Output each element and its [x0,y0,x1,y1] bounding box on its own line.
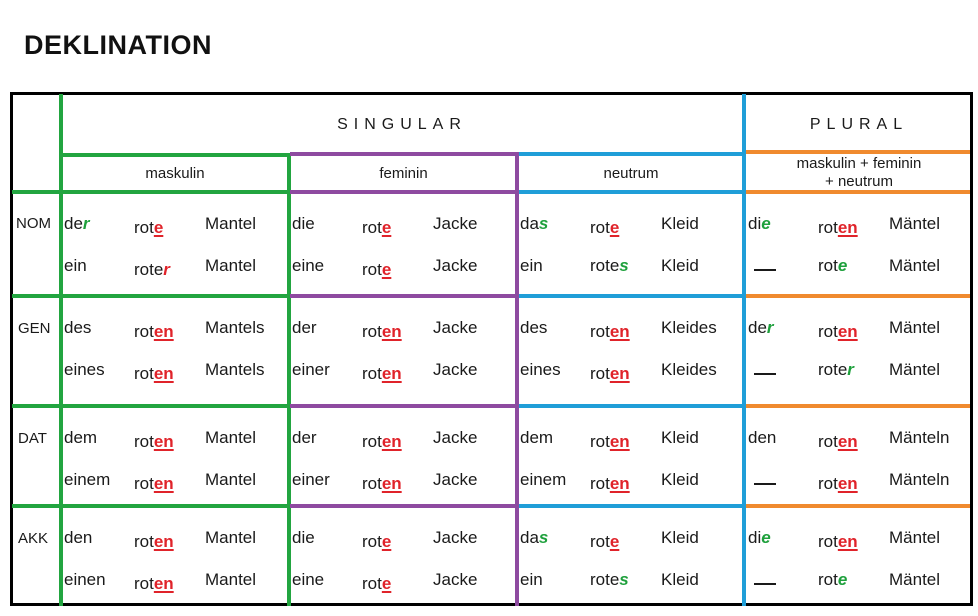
word-ending: en [381,364,402,383]
word-stem: einer [292,360,330,379]
word-ending: en [837,532,858,551]
case-label-gen: GEN [18,320,51,337]
grid-line [290,152,518,156]
word-ending: en [153,322,174,341]
word-cell [590,570,629,590]
word-cell [520,428,553,448]
grid-line [519,294,745,298]
word-stem: rot [134,474,154,493]
word-ending: r [847,360,854,379]
word-ending: en [153,364,174,383]
word-stem: rot [362,532,382,551]
word-ending: en [609,474,630,493]
word-stem: den [64,528,93,547]
empty-article-dash [754,373,776,375]
word-ending: en [837,218,858,237]
grid-line [519,152,745,156]
word-cell [590,218,619,238]
word-cell [64,360,105,380]
word-ending: s [538,528,549,547]
word-ending: e [761,528,771,547]
word-cell [292,214,315,234]
word-stem: einen [64,570,106,589]
word-stem: des [64,318,92,337]
empty-article-dash [754,269,776,271]
word-cell [292,256,324,276]
word-cell [661,256,699,276]
word-stem: rot [134,432,154,451]
word-stem: Kleides [661,318,717,337]
word-cell [64,528,92,548]
word-cell [590,256,629,276]
grid-line [519,190,745,194]
word-cell [661,428,699,448]
word-stem: rot [818,474,838,493]
word-ending: en [837,432,858,451]
word-ending: en [381,474,402,493]
word-stem: Mäntel [889,318,941,337]
word-cell [590,432,630,452]
word-stem: Jacke [433,470,478,489]
word-cell [748,214,771,234]
word-cell [520,360,561,380]
word-cell [362,322,402,342]
word-stem: rot [134,218,154,237]
word-ending: s [619,256,629,275]
word-stem: Mantel [205,570,257,589]
word-cell [590,474,630,494]
word-cell [818,432,858,452]
word-ending: r [82,214,90,233]
word-stem: Mänteln [889,428,950,447]
word-stem: rot [590,532,610,551]
word-cell [134,574,174,594]
word-cell [64,214,90,234]
word-stem: Mantels [205,360,265,379]
grid-line [290,404,518,408]
word-stem: rote [590,256,620,275]
word-cell [292,528,315,548]
word-stem: rote [590,570,620,589]
empty-article-dash [754,483,776,485]
word-stem: Jacke [433,214,478,233]
word-stem: Mänteln [889,470,950,489]
grid-line [287,153,291,606]
word-cell [362,260,391,280]
word-stem: Mäntel [889,256,941,275]
word-cell [134,432,174,452]
grid-line [519,404,745,408]
word-stem: Kleid [661,428,699,447]
word-cell [64,256,87,276]
word-ending: s [538,214,549,233]
word-stem: ein [64,256,87,275]
word-ending: e [381,260,392,279]
word-cell [134,260,170,280]
word-ending: e [153,218,164,237]
word-stem: rot [818,432,838,451]
word-ending: en [609,322,630,341]
word-ending: e [609,218,620,237]
word-stem: rot [590,474,610,493]
word-stem: rot [362,218,382,237]
word-cell [134,364,174,384]
word-stem: Jacke [433,256,478,275]
empty-article-dash [754,583,776,585]
case-label-dat: DAT [18,430,47,447]
word-cell [889,318,940,338]
word-stem: Mantel [205,214,257,233]
word-cell [818,474,858,494]
word-stem: rot [134,532,154,551]
word-stem: Mantel [205,470,257,489]
word-ending: e [761,214,771,233]
word-cell [292,360,330,380]
grid-line [746,294,970,298]
word-stem: rot [134,574,154,593]
word-cell [889,360,940,380]
word-stem: Mantel [205,256,257,275]
word-ending: en [381,432,402,451]
word-stem: de [64,214,83,233]
word-stem: de [748,318,767,337]
grid-line [12,294,290,298]
word-stem: rot [590,432,610,451]
word-cell [748,428,776,448]
word-cell [661,214,699,234]
word-stem: einem [520,470,567,489]
word-stem: ein [520,570,543,589]
word-cell [661,528,699,548]
word-stem: Mantels [205,318,265,337]
word-cell [433,570,477,590]
word-cell [520,470,566,490]
word-cell [590,364,630,384]
word-stem: Mäntel [889,570,941,589]
word-cell [661,318,717,338]
word-stem: die [292,528,315,547]
word-stem: Mantel [205,428,257,447]
word-cell [205,318,265,338]
word-cell [362,474,402,494]
word-ending: e [837,256,848,275]
word-ending: en [609,432,630,451]
word-cell [889,570,940,590]
word-cell [818,322,858,342]
grid-line [290,504,518,508]
word-stem: rot [362,260,382,279]
word-cell [748,528,771,548]
word-stem: Jacke [433,528,478,547]
word-cell [433,318,477,338]
word-stem: Mäntel [889,360,941,379]
word-stem: Mäntel [889,528,941,547]
word-stem: rot [590,218,610,237]
header-plural-genders [746,155,972,191]
grid-line [290,190,518,194]
word-stem: rot [818,218,838,237]
page-title: DEKLINATION [24,30,212,60]
word-ending: en [153,574,174,593]
header-plural-genders-line2: + neutrum [825,173,893,190]
header-plural-genders-line1: maskulin + feminin [796,155,922,172]
grid-line [519,504,745,508]
grid-line [12,190,290,194]
header-neutrum: neutrum [603,165,659,182]
word-cell [818,570,847,590]
word-ending: en [381,322,402,341]
word-stem: Jacke [433,570,478,589]
word-cell [64,318,91,338]
grid-line [12,404,290,408]
word-cell [748,318,774,338]
word-cell [433,360,477,380]
word-stem: die [292,214,315,233]
word-ending: en [153,432,174,451]
word-stem: Kleid [661,470,699,489]
word-stem: rot [134,364,154,383]
word-stem: Jacke [433,360,478,379]
word-ending: e [381,532,392,551]
word-cell [134,218,163,238]
word-cell [64,428,97,448]
word-stem: dem [520,428,554,447]
word-cell [520,214,548,234]
word-cell [433,214,477,234]
header-plural: PLURAL [809,116,909,133]
word-stem: rot [362,474,382,493]
word-cell [205,528,256,548]
word-cell [889,470,949,490]
word-cell [520,256,543,276]
grid-line [12,504,290,508]
header-feminin: feminin [379,165,428,182]
word-ending: en [837,322,858,341]
case-label-nom: NOM [16,215,51,232]
word-cell [520,528,548,548]
word-cell [433,470,477,490]
word-stem: Jacke [433,318,478,337]
word-cell [433,256,477,276]
word-cell [520,570,543,590]
word-stem: rot [362,322,382,341]
word-stem: eine [292,570,325,589]
header-singular: SINGULAR [337,116,467,133]
word-cell [362,218,391,238]
word-cell [134,474,174,494]
word-ending: e [381,218,392,237]
word-stem: einer [292,470,330,489]
word-stem: der [292,428,317,447]
word-cell [661,470,699,490]
case-label-akk: AKK [18,530,49,547]
word-stem: Kleides [661,360,717,379]
word-stem: des [520,318,548,337]
word-ending: r [766,318,774,337]
word-stem: eines [64,360,105,379]
word-stem: rot [590,364,610,383]
word-stem: Jacke [433,428,478,447]
word-cell [362,364,402,384]
word-stem: rot [590,322,610,341]
word-stem: rot [818,256,838,275]
word-stem: der [292,318,317,337]
word-stem: da [520,528,539,547]
word-cell [590,532,619,552]
word-cell [292,318,317,338]
header-maskulin: maskulin [145,165,205,182]
word-cell [889,256,940,276]
word-cell [292,570,324,590]
word-cell [818,532,858,552]
word-ending: en [837,474,858,493]
word-stem: rote [134,260,164,279]
word-cell [520,318,547,338]
word-cell [205,470,256,490]
word-cell [818,218,858,238]
word-stem: rot [362,574,382,593]
word-stem: Kleid [661,570,699,589]
word-ending: e [609,532,620,551]
word-stem: rot [818,532,838,551]
word-stem: rot [134,322,154,341]
word-cell [889,428,949,448]
word-stem: den [748,428,777,447]
word-ending: en [153,532,174,551]
word-cell [205,360,265,380]
word-stem: rote [818,360,848,379]
word-stem: Kleid [661,528,699,547]
word-ending: e [837,570,848,589]
word-stem: da [520,214,539,233]
word-stem: Kleid [661,256,699,275]
word-cell [818,360,854,380]
word-stem: Kleid [661,214,699,233]
word-cell [889,214,940,234]
grid-line [746,404,970,408]
word-stem: di [748,214,762,233]
word-cell [661,570,699,590]
word-stem: einem [64,470,111,489]
grid-line [515,152,519,606]
word-cell [205,570,256,590]
word-cell [292,470,330,490]
word-stem: Mantel [205,528,257,547]
word-cell [661,360,717,380]
word-cell [64,470,110,490]
word-cell [64,570,106,590]
word-cell [134,532,174,552]
word-cell [292,428,317,448]
grid-line [290,294,518,298]
word-cell [433,428,477,448]
word-cell [205,214,256,234]
word-ending: r [163,260,170,279]
word-cell [362,432,402,452]
word-ending: en [153,474,174,493]
grid-line [61,153,290,157]
word-cell [590,322,630,342]
word-stem: rot [362,364,382,383]
grid-line [746,150,970,154]
word-stem: rot [818,322,838,341]
word-ending: en [609,364,630,383]
word-stem: ein [520,256,543,275]
word-stem: eines [520,360,561,379]
word-stem: rot [818,570,838,589]
word-stem: di [748,528,762,547]
grid-line [746,504,970,508]
word-stem: eine [292,256,325,275]
word-ending: e [381,574,392,593]
word-stem: rot [362,432,382,451]
word-cell [134,322,174,342]
word-cell [362,574,391,594]
word-stem: dem [64,428,98,447]
word-cell [205,428,256,448]
word-cell [362,532,391,552]
word-cell [433,528,477,548]
word-stem: Mäntel [889,214,941,233]
word-cell [818,256,847,276]
word-cell [889,528,940,548]
word-cell [205,256,256,276]
word-ending: s [619,570,629,589]
